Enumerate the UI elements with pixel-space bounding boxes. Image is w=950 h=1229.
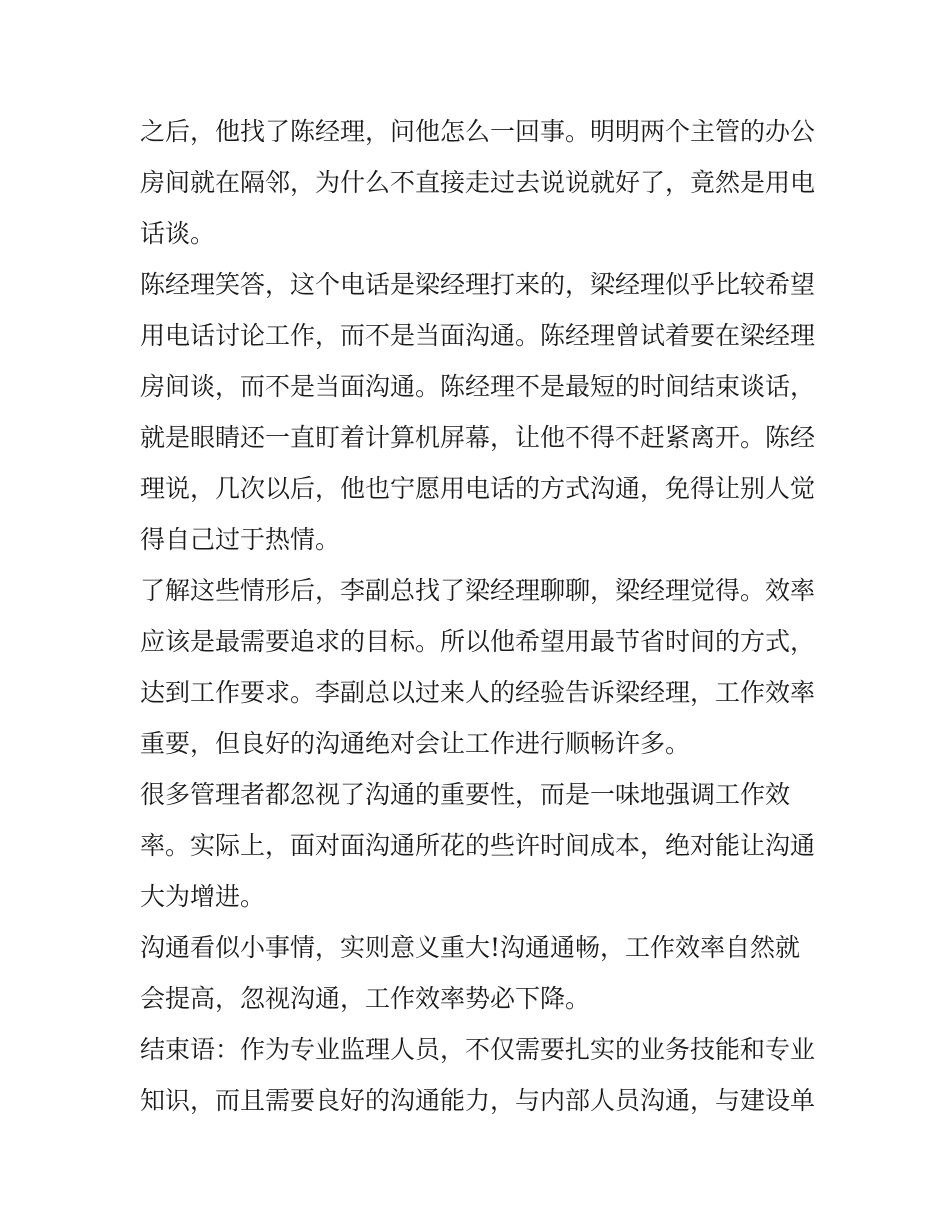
paragraph-6 [140,1024,820,1126]
paragraph-5 [140,922,820,1024]
text-line: 结束语：作为专业监理人员，不仅需要扎实的业务技能和专业 [140,1035,816,1064]
text-line: 了解这些情形后，李副总找了梁经理聊聊，梁经理觉得。效率 [140,576,816,605]
text-line: 很多管理者都忽视了沟通的重要性，而是一味地强调工作效 [140,780,791,809]
text-line: 房间就在隔邻，为什么不直接走过去说说就好了，竟然是用电 [140,168,816,197]
text-line: 用电话讨论工作，而不是当面沟通。陈经理曾试着要在梁经理 [140,321,816,350]
text-line: 大为增进。 [140,882,266,911]
text-line: 陈经理笑答，这个电话是梁经理打来的，梁经理似乎比较希望 [140,270,816,299]
text-line: 率。实际上，面对面沟通所花的些许时间成本，绝对能让沟通 [140,831,816,860]
body-text [140,106,820,1126]
text-line: 得自己过于热情。 [140,525,341,554]
paragraph-1 [140,106,820,259]
text-line: 就是眼睛还一直盯着计算机屏幕，让他不得不赶紧离开。陈经 [140,423,816,452]
text-line: 应该是最需要追求的目标。所以他希望用最节省时间的方式， [140,627,816,656]
text-line: 沟通看似小事情，实则意义重大!沟通通畅，工作效率自然就 [140,933,801,962]
text-line: 之后，他找了陈经理，问他怎么一回事。明明两个主管的办公 [140,117,816,146]
text-line: 会提高，忽视沟通，工作效率势必下降。 [140,984,591,1013]
text-line: 理说，几次以后，他也宁愿用电话的方式沟通，免得让别人觉 [140,474,816,503]
text-line: 达到工作要求。李副总以过来人的经验告诉梁经理，工作效率 [140,678,816,707]
paragraph-3 [140,565,820,769]
paragraph-4 [140,769,820,922]
text-line: 房间谈，而不是当面沟通。陈经理不是最短的时间结束谈话， [140,372,816,401]
text-line: 知识，而且需要良好的沟通能力，与内部人员沟通，与建设单 [140,1086,816,1115]
paragraph-2 [140,259,820,565]
text-line: 话谈。 [140,219,216,248]
text-line: 重要，但良好的沟通绝对会让工作进行顺畅许多。 [140,729,691,758]
